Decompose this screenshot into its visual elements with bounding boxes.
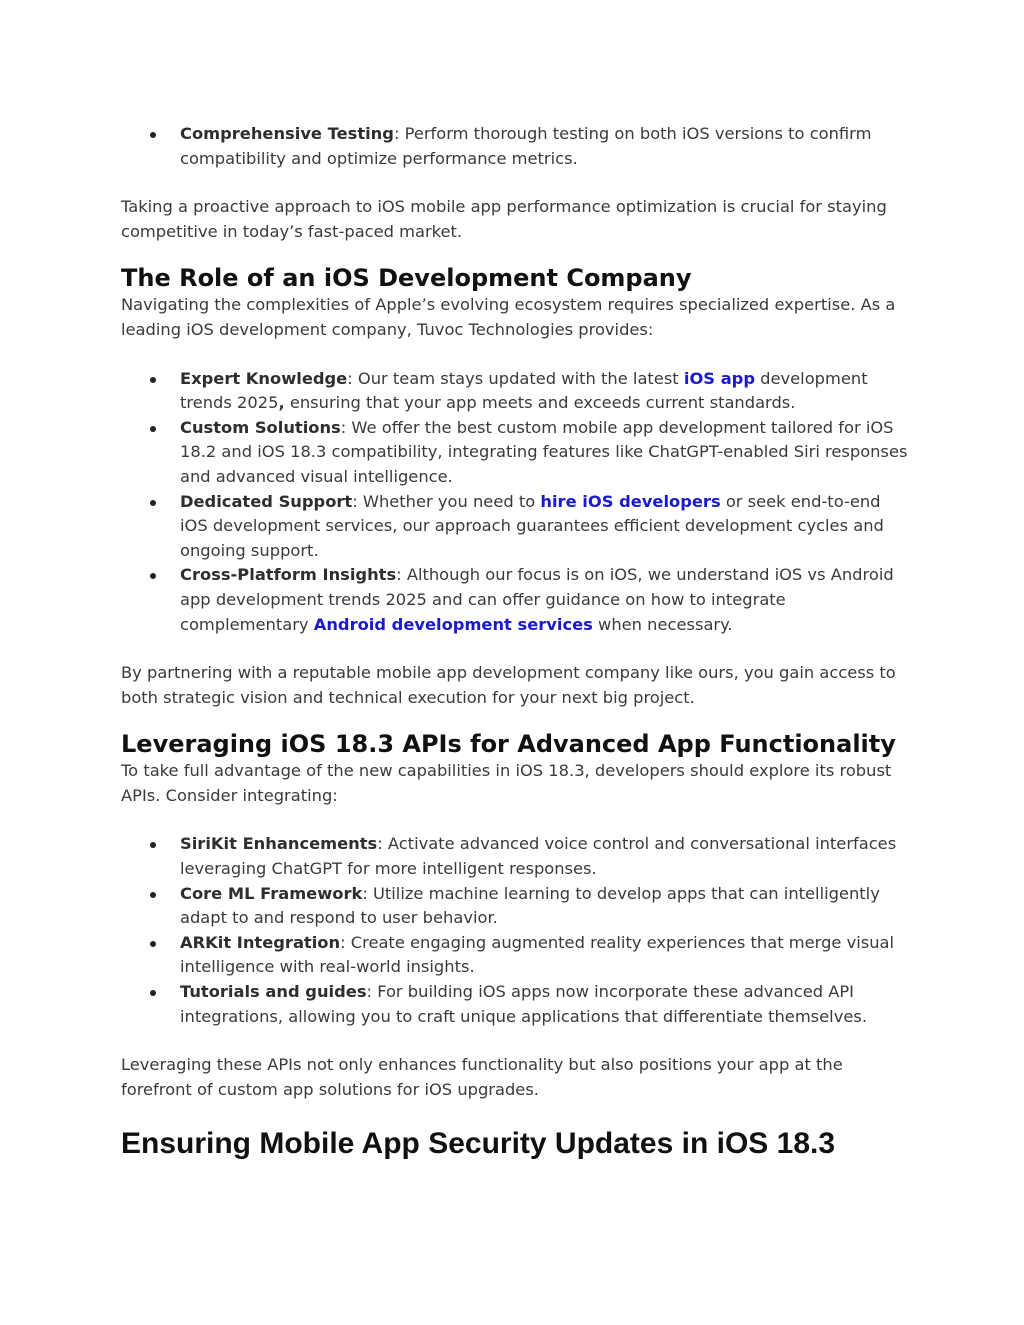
list-item <box>121 416 911 490</box>
list-item <box>121 882 911 931</box>
bullet-text: development trends 2025 <box>180 368 868 413</box>
section-heading-ios-company: The Role of an iOS Development Company <box>121 264 692 293</box>
bullet-icon <box>150 500 156 506</box>
bullet-label: Expert Knowledge <box>180 368 348 388</box>
bullet-label: SiriKit Enhancements <box>180 834 378 854</box>
bullet-icon <box>150 941 156 947</box>
intro-paragraph: Taking a proactive approach to iOS mobile app performance optimization is crucial for staying competitive in today’s fast-paced market. <box>121 197 887 241</box>
bullet-label: ARKit Integration <box>180 932 341 952</box>
bullet-text: : Utilize machine learning to develop apps that can intelligently adapt to and respond to user behavior. <box>180 883 880 928</box>
bullet-text: , <box>278 393 285 413</box>
bullet-icon <box>150 990 156 996</box>
section-intro-paragraph: Navigating the complexities of Apple’s evolving ecosystem requires specialized expertise. As a leading iOS development company, Tuvoc Technologies provides: <box>121 295 896 339</box>
bullet-text: when necessary. <box>592 614 733 634</box>
list-item <box>121 367 911 416</box>
bullet-icon <box>150 377 156 383</box>
document-page <box>121 120 911 1162</box>
bullet-text: : Activate advanced voice control and conversational interfaces leveraging ChatGPT for more intelligent responses. <box>180 834 897 879</box>
list-item <box>121 931 911 980</box>
section2-bullet-list <box>121 832 911 1029</box>
bullet-label: Dedicated Support <box>180 491 353 511</box>
bullet-icon <box>150 892 156 898</box>
bullet-text: : Whether you need to <box>352 491 541 511</box>
list-item <box>121 122 911 171</box>
hire-ios-developers-link[interactable]: hire iOS developers <box>540 491 721 511</box>
bullet-label: Cross-Platform Insights <box>180 565 397 585</box>
android-development-services-link[interactable]: Android development services <box>313 614 593 634</box>
ios-app-link[interactable]: iOS app <box>683 368 755 388</box>
bullet-icon <box>150 573 156 579</box>
bullet-text: ensuring that your app meets and exceeds current standards. <box>284 393 796 413</box>
bullet-text: : Although our focus is on iOS, we understand iOS vs Android app development trends 2025 and can offer guidance on how to integrate complementary <box>180 565 894 634</box>
section-heading-ios-apis: Leveraging iOS 18.3 APIs for Advanced App Functionality <box>121 730 896 759</box>
bullet-icon <box>150 426 156 432</box>
bullet-text: : For building iOS apps now incorporate these advanced API integrations, allowing you to craft unique applications that differentiate themselves. <box>180 982 868 1026</box>
list-item <box>121 832 911 881</box>
bullet-text: or seek end-to-end iOS development services, our approach guarantees efficient development cycles and ongoing support. <box>180 491 884 560</box>
list-item <box>121 980 911 1029</box>
bullet-label: Comprehensive Testing <box>180 124 394 143</box>
bullet-label: Core ML Framework <box>180 883 363 903</box>
section1-bullet-list <box>121 367 911 638</box>
section-intro-paragraph: To take full advantage of the new capabilities in iOS 18.3, developers should explore its robust APIs. Consider integrating: <box>121 761 892 805</box>
section-heading-security: Ensuring Mobile App Security Updates in iOS 18.3 <box>121 1127 836 1161</box>
bullet-text: : Create engaging augmented reality experiences that merge visual intelligence with real-world insights. <box>180 932 895 977</box>
bullet-icon <box>150 842 156 848</box>
section-outro-paragraph: Leveraging these APIs not only enhances functionality but also positions your app at the forefront of custom app solutions for iOS upgrades. <box>121 1055 843 1099</box>
list-item <box>121 490 911 564</box>
intro-bullet-list <box>121 122 911 171</box>
bullet-text: : Our team stays updated with the latest <box>347 368 684 388</box>
bullet-icon <box>150 132 156 138</box>
bullet-text: : Perform thorough testing on both iOS versions to confirm compatibility and optimize performance metrics. <box>180 124 872 168</box>
bullet-label: Custom Solutions <box>180 417 341 437</box>
list-item <box>121 563 911 637</box>
bullet-label: Tutorials and guides <box>180 982 367 1002</box>
section-outro-paragraph: By partnering with a reputable mobile app development company like ours, you gain access to both strategic vision and technical execution for your next big project. <box>121 663 896 707</box>
bullet-text: : We offer the best custom mobile app development tailored for iOS 18.2 and iOS 18.3 compatibility, integrating features like ChatGPT-enabled Siri responses and advanced visual intelligence. <box>180 417 908 486</box>
